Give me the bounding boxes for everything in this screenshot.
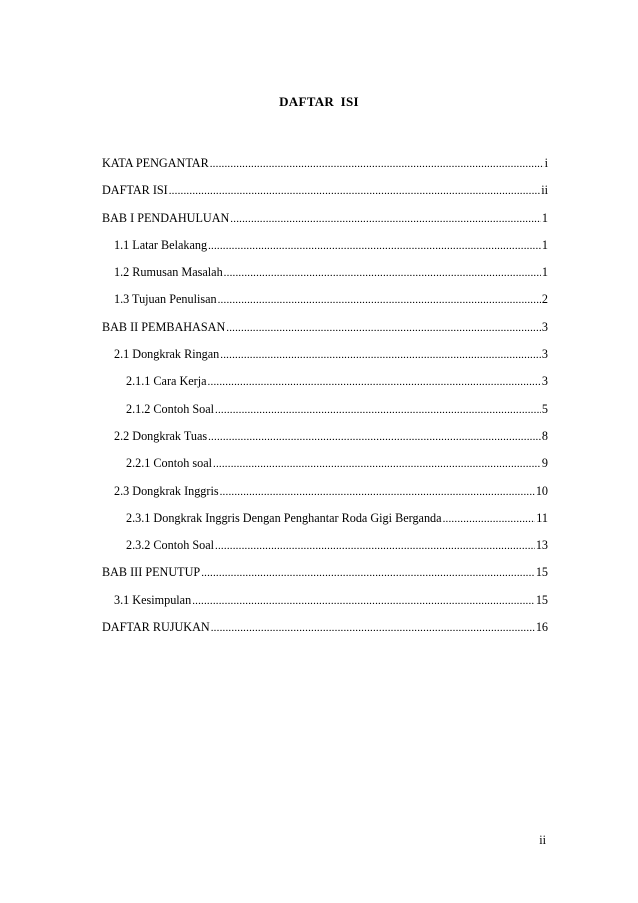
- toc-entry[interactable]: [102, 291, 548, 318]
- dot-leader: [220, 484, 535, 500]
- dot-leader: [210, 156, 544, 172]
- page-number: ii: [539, 833, 546, 847]
- dot-leader: [220, 347, 541, 363]
- toc-entry-page: 9: [541, 456, 548, 471]
- toc-entry-page: 13: [535, 538, 548, 553]
- dot-leader: [169, 183, 540, 199]
- toc-entry-page: 1: [541, 265, 548, 280]
- toc-entry-label: DAFTAR ISI: [102, 183, 168, 198]
- toc-entry[interactable]: [102, 619, 548, 646]
- toc-entry[interactable]: [102, 510, 548, 537]
- toc-entry-label: 3.1 Kesimpulan: [114, 592, 192, 607]
- toc-entry[interactable]: [102, 537, 548, 564]
- toc-entry-page: 3: [541, 347, 548, 362]
- toc-entry[interactable]: [102, 401, 548, 428]
- toc-entry-page: 10: [535, 483, 548, 498]
- toc-entry[interactable]: [102, 564, 548, 591]
- toc-entry[interactable]: [102, 592, 548, 619]
- dot-leader: [230, 211, 541, 227]
- toc-entry[interactable]: [102, 237, 548, 264]
- dot-leader: [208, 429, 541, 445]
- toc-entry-page: 8: [541, 428, 548, 443]
- toc-entry-label: BAB III PENUTUP: [102, 565, 201, 580]
- dot-leader: [226, 320, 541, 336]
- toc-entry[interactable]: [102, 319, 548, 346]
- dot-leader: [224, 265, 541, 281]
- toc-entry[interactable]: [102, 210, 548, 237]
- toc-entry[interactable]: [102, 373, 548, 400]
- toc-entry-page: 1: [541, 237, 548, 252]
- toc-entry-label: 2.3 Dongkrak Inggris: [114, 483, 219, 498]
- toc-entry-label: 2.2 Dongkrak Tuas: [114, 428, 208, 443]
- toc-entry-label: BAB I PENDAHULUAN: [102, 210, 230, 225]
- dot-leader: [443, 511, 536, 527]
- toc-entry-label: 2.1 Dongkrak Ringan: [114, 347, 220, 362]
- toc-entry[interactable]: [102, 182, 548, 209]
- toc-entry-label: BAB II PEMBAHASAN: [102, 319, 226, 334]
- toc-entry-label: DAFTAR RUJUKAN: [102, 620, 210, 635]
- toc-entry-page: 15: [535, 592, 548, 607]
- toc-entry[interactable]: [102, 455, 548, 482]
- toc-entry-label: 2.1.1 Cara Kerja: [126, 374, 207, 389]
- toc-entry-page: 5: [541, 401, 548, 416]
- toc-entry-page: i: [544, 156, 548, 170]
- dot-leader: [192, 593, 535, 609]
- toc-entry-label: 1.3 Tujuan Penulisan: [114, 292, 217, 307]
- dot-leader: [208, 238, 541, 254]
- dot-leader: [215, 538, 535, 554]
- dot-leader: [218, 292, 541, 308]
- toc-entry-page: 3: [541, 319, 548, 334]
- toc-entry-page: 16: [535, 620, 548, 635]
- toc-entry-label: 1.1 Latar Belakang: [114, 237, 208, 252]
- dot-leader: [201, 565, 535, 581]
- toc-entry-label: KATA PENGANTAR: [102, 156, 209, 170]
- toc-entry-label: 2.2.1 Contoh soal: [126, 456, 212, 471]
- toc-entry-label: 2.3.1 Dongkrak Inggris Dengan Penghantar Roda Gigi Berganda: [126, 510, 442, 525]
- toc-entry[interactable]: [102, 155, 548, 182]
- dot-leader: [215, 402, 541, 418]
- toc-entry-page: 2: [541, 292, 548, 307]
- toc-entry[interactable]: [102, 428, 548, 455]
- toc-entry[interactable]: [102, 483, 548, 510]
- toc-entry[interactable]: [102, 264, 548, 291]
- table-of-contents: [102, 155, 548, 646]
- dot-leader: [208, 374, 541, 390]
- dot-leader: [211, 620, 535, 636]
- toc-entry-label: 2.1.2 Contoh Soal: [126, 401, 215, 416]
- toc-entry[interactable]: [102, 346, 548, 373]
- page-title: DAFTAR ISI: [279, 94, 359, 109]
- toc-entry-page: ii: [541, 183, 548, 198]
- toc-entry-page: 11: [536, 510, 548, 525]
- toc-entry-page: 3: [541, 374, 548, 389]
- toc-entry-label: 2.3.2 Contoh Soal: [126, 538, 215, 553]
- dot-leader: [213, 456, 541, 472]
- toc-entry-page: 1: [541, 210, 548, 225]
- toc-entry-page: 15: [535, 565, 548, 580]
- toc-entry-label: 1.2 Rumusan Masalah: [114, 265, 223, 280]
